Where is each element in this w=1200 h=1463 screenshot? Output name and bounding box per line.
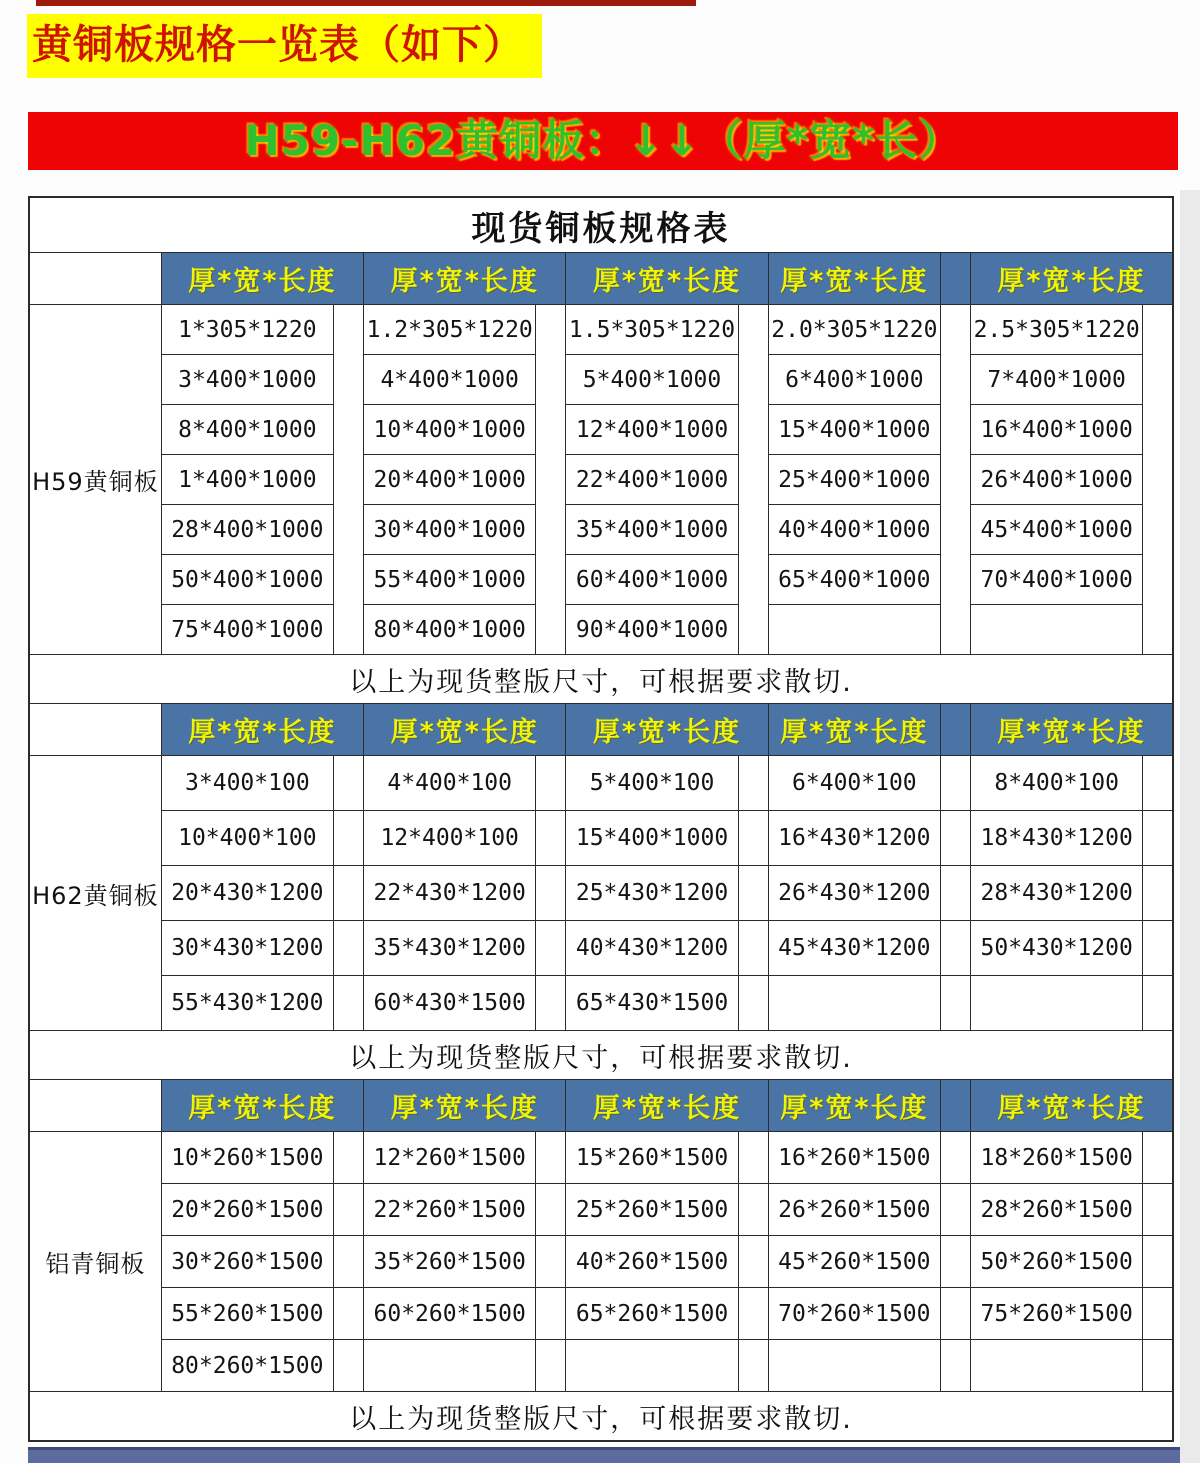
column-header: 厚*宽*长度 — [364, 704, 566, 756]
spacer-cell — [334, 1288, 364, 1340]
section-label: H62黄铜板 — [29, 756, 161, 1031]
spec-cell: 75*400*1000 — [161, 605, 333, 655]
page-title: 黄铜板规格一览表（如下） — [27, 14, 542, 78]
spacer-cell — [738, 305, 768, 655]
table-row — [29, 605, 1173, 655]
column-header: 厚*宽*长度 — [768, 704, 940, 756]
spacer-cell — [536, 1236, 566, 1288]
spacer-cell — [536, 1288, 566, 1340]
spec-cell: 4*400*100 — [364, 756, 536, 811]
spec-cell: 10*400*100 — [161, 811, 333, 866]
footer-row — [29, 1031, 1173, 1080]
spec-cell — [971, 605, 1143, 655]
spacer-cell — [1143, 756, 1173, 811]
spacer-cell — [738, 1236, 768, 1288]
spacer-cell — [334, 921, 364, 976]
header-spacer-cell — [940, 253, 970, 305]
spacer-cell — [334, 1184, 364, 1236]
spacer-cell — [1143, 305, 1173, 655]
table-row — [29, 756, 1173, 811]
spec-cell: 40*430*1200 — [566, 921, 738, 976]
spec-cell: 60*430*1500 — [364, 976, 536, 1031]
spacer-cell — [1143, 811, 1173, 866]
spacer-cell — [940, 1184, 970, 1236]
spec-cell: 75*260*1500 — [971, 1288, 1143, 1340]
spacer-cell — [1143, 1288, 1173, 1340]
spec-cell: 8*400*1000 — [161, 405, 333, 455]
table-row — [29, 1340, 1173, 1392]
spec-cell: 26*400*1000 — [971, 455, 1143, 505]
spec-cell: 55*260*1500 — [161, 1288, 333, 1340]
spacer-cell — [738, 1288, 768, 1340]
spec-cell: 18*430*1200 — [971, 811, 1143, 866]
spec-cell: 1.2*305*1220 — [364, 305, 536, 355]
spec-cell: 30*400*1000 — [364, 505, 536, 555]
column-header: 厚*宽*长度 — [161, 704, 363, 756]
spacer-cell — [940, 866, 970, 921]
column-header: 厚*宽*长度 — [566, 1080, 768, 1132]
spacer-cell — [1143, 1340, 1173, 1392]
spec-cell: 16*260*1500 — [768, 1132, 940, 1184]
spacer-cell — [940, 1340, 970, 1392]
spec-cell: 80*260*1500 — [161, 1340, 333, 1392]
spacer-cell — [738, 1184, 768, 1236]
table-row — [29, 455, 1173, 505]
spec-cell: 50*400*1000 — [161, 555, 333, 605]
spacer-cell — [1143, 866, 1173, 921]
column-header: 厚*宽*长度 — [768, 1080, 940, 1132]
table-row — [29, 505, 1173, 555]
spec-cell — [768, 976, 940, 1031]
column-header: 厚*宽*长度 — [971, 253, 1173, 305]
spec-cell: 28*260*1500 — [971, 1184, 1143, 1236]
label-column-header — [29, 1080, 161, 1132]
spec-cell: 30*430*1200 — [161, 921, 333, 976]
spacer-cell — [1143, 1132, 1173, 1184]
footer-row — [29, 655, 1173, 704]
spec-cell: 15*400*1000 — [768, 405, 940, 455]
spec-cell: 10*260*1500 — [161, 1132, 333, 1184]
header-row — [29, 253, 1173, 305]
spec-cell — [768, 605, 940, 655]
spacer-cell — [334, 305, 364, 655]
spacer-cell — [940, 1236, 970, 1288]
spacer-cell — [334, 1340, 364, 1392]
spec-cell: 6*400*1000 — [768, 355, 940, 405]
spec-cell: 15*400*1000 — [566, 811, 738, 866]
spacer-cell — [334, 866, 364, 921]
label-column-header — [29, 704, 161, 756]
spacer-cell — [1143, 1184, 1173, 1236]
spec-cell: 35*430*1200 — [364, 921, 536, 976]
spec-cell: 25*260*1500 — [566, 1184, 738, 1236]
spacer-cell — [738, 811, 768, 866]
spacer-cell — [940, 1288, 970, 1340]
spec-cell: 45*260*1500 — [768, 1236, 940, 1288]
spec-cell: 65*430*1500 — [566, 976, 738, 1031]
spec-cell: 22*430*1200 — [364, 866, 536, 921]
bottom-blue-bar — [28, 1447, 1200, 1463]
table-row — [29, 976, 1173, 1031]
section-banner: H59-H62黄铜板：↓↓（厚*宽*长） — [28, 112, 1178, 170]
spec-cell — [971, 1340, 1143, 1392]
spec-cell: 50*430*1200 — [971, 921, 1143, 976]
header-row — [29, 704, 1173, 756]
spec-cell: 50*260*1500 — [971, 1236, 1143, 1288]
spec-cell: 45*430*1200 — [768, 921, 940, 976]
spec-cell: 1*400*1000 — [161, 455, 333, 505]
spec-cell: 65*260*1500 — [566, 1288, 738, 1340]
spec-cell: 60*260*1500 — [364, 1288, 536, 1340]
spec-table — [28, 196, 1174, 1442]
spacer-cell — [536, 976, 566, 1031]
spec-cell: 20*260*1500 — [161, 1184, 333, 1236]
table-row — [29, 555, 1173, 605]
spec-cell: 16*430*1200 — [768, 811, 940, 866]
spacer-cell — [536, 1184, 566, 1236]
spacer-cell — [334, 756, 364, 811]
spec-cell: 18*260*1500 — [971, 1132, 1143, 1184]
column-header: 厚*宽*长度 — [971, 1080, 1173, 1132]
spec-cell: 8*400*100 — [971, 756, 1143, 811]
spec-cell — [971, 976, 1143, 1031]
spacer-cell — [940, 811, 970, 866]
spec-cell: 12*400*1000 — [566, 405, 738, 455]
spacer-cell — [738, 1340, 768, 1392]
spacer-cell — [738, 921, 768, 976]
spec-cell: 5*400*100 — [566, 756, 738, 811]
header-spacer-cell — [940, 1080, 970, 1132]
table-row — [29, 811, 1173, 866]
spec-cell: 35*260*1500 — [364, 1236, 536, 1288]
spec-cell: 2.0*305*1220 — [768, 305, 940, 355]
spacer-cell — [1143, 1236, 1173, 1288]
column-header: 厚*宽*长度 — [971, 704, 1173, 756]
spec-cell: 10*400*1000 — [364, 405, 536, 455]
section-footer-note: 以上为现货整版尺寸，可根据要求散切. — [29, 1392, 1173, 1442]
table-row — [29, 1184, 1173, 1236]
spec-cell: 35*400*1000 — [566, 505, 738, 555]
spec-cell: 1*305*1220 — [161, 305, 333, 355]
table-row — [29, 355, 1173, 405]
table-row — [29, 405, 1173, 455]
footer-row — [29, 1392, 1173, 1442]
table-row — [29, 921, 1173, 976]
column-header: 厚*宽*长度 — [364, 1080, 566, 1132]
spacer-cell — [738, 866, 768, 921]
spec-cell: 60*400*1000 — [566, 555, 738, 605]
spec-cell: 4*400*1000 — [364, 355, 536, 405]
spec-cell: 90*400*1000 — [566, 605, 738, 655]
spec-cell: 26*430*1200 — [768, 866, 940, 921]
spec-cell: 70*400*1000 — [971, 555, 1143, 605]
spacer-cell — [334, 1236, 364, 1288]
spec-cell: 20*430*1200 — [161, 866, 333, 921]
column-header: 厚*宽*长度 — [768, 253, 940, 305]
column-header: 厚*宽*长度 — [566, 253, 768, 305]
column-header: 厚*宽*长度 — [566, 704, 768, 756]
spacer-cell — [738, 976, 768, 1031]
section-label: H59黄铜板 — [29, 305, 161, 655]
spacer-cell — [334, 976, 364, 1031]
spacer-cell — [940, 1132, 970, 1184]
spec-cell: 26*260*1500 — [768, 1184, 940, 1236]
spacer-cell — [940, 921, 970, 976]
table-row — [29, 1236, 1173, 1288]
spacer-cell — [536, 866, 566, 921]
spec-cell: 12*400*100 — [364, 811, 536, 866]
column-header: 厚*宽*长度 — [161, 253, 363, 305]
spec-cell — [566, 1340, 738, 1392]
spec-cell: 12*260*1500 — [364, 1132, 536, 1184]
spacer-cell — [536, 1340, 566, 1392]
spacer-cell — [940, 976, 970, 1031]
spec-cell: 65*400*1000 — [768, 555, 940, 605]
table-row — [29, 866, 1173, 921]
column-header: 厚*宽*长度 — [364, 253, 566, 305]
spec-cell: 80*400*1000 — [364, 605, 536, 655]
spacer-cell — [334, 811, 364, 866]
spec-cell: 15*260*1500 — [566, 1132, 738, 1184]
spec-cell: 7*400*1000 — [971, 355, 1143, 405]
spacer-cell — [536, 756, 566, 811]
spec-table-body — [29, 197, 1173, 1441]
spacer-cell — [1143, 976, 1173, 1031]
table-title: 现货铜板规格表 — [29, 197, 1173, 253]
table-row — [29, 1288, 1173, 1340]
spec-cell: 25*430*1200 — [566, 866, 738, 921]
column-header: 厚*宽*长度 — [161, 1080, 363, 1132]
header-spacer-cell — [940, 704, 970, 756]
spec-cell: 20*400*1000 — [364, 455, 536, 505]
spec-cell: 40*260*1500 — [566, 1236, 738, 1288]
spec-cell: 6*400*100 — [768, 756, 940, 811]
spec-cell: 40*400*1000 — [768, 505, 940, 555]
spec-cell: 28*400*1000 — [161, 505, 333, 555]
spacer-cell — [536, 921, 566, 976]
label-column-header — [29, 253, 161, 305]
spacer-cell — [940, 756, 970, 811]
table-title-row — [29, 197, 1173, 253]
spec-cell: 22*260*1500 — [364, 1184, 536, 1236]
spec-cell: 2.5*305*1220 — [971, 305, 1143, 355]
spacer-cell — [536, 811, 566, 866]
spacer-cell — [738, 756, 768, 811]
section-label: 铝青铜板 — [29, 1132, 161, 1392]
spec-cell: 5*400*1000 — [566, 355, 738, 405]
spec-cell: 28*430*1200 — [971, 866, 1143, 921]
spec-cell: 25*400*1000 — [768, 455, 940, 505]
spacer-cell — [1143, 921, 1173, 976]
table-row — [29, 305, 1173, 355]
spec-cell: 45*400*1000 — [971, 505, 1143, 555]
spec-cell: 30*260*1500 — [161, 1236, 333, 1288]
table-row — [29, 1132, 1173, 1184]
spec-cell — [768, 1340, 940, 1392]
spacer-cell — [334, 1132, 364, 1184]
section-footer-note: 以上为现货整版尺寸，可根据要求散切. — [29, 1031, 1173, 1080]
spec-cell: 22*400*1000 — [566, 455, 738, 505]
spec-cell: 3*400*1000 — [161, 355, 333, 405]
spec-cell: 16*400*1000 — [971, 405, 1143, 455]
spacer-cell — [940, 305, 970, 655]
spec-cell: 1.5*305*1220 — [566, 305, 738, 355]
spec-cell: 3*400*100 — [161, 756, 333, 811]
header-row — [29, 1080, 1173, 1132]
spacer-cell — [738, 1132, 768, 1184]
section-footer-note: 以上为现货整版尺寸，可根据要求散切. — [29, 655, 1173, 704]
spec-cell: 55*430*1200 — [161, 976, 333, 1031]
spec-cell: 55*400*1000 — [364, 555, 536, 605]
spacer-cell — [536, 1132, 566, 1184]
page-edge-band — [1180, 190, 1200, 1463]
spec-cell: 70*260*1500 — [768, 1288, 940, 1340]
spacer-cell — [536, 305, 566, 655]
spec-cell — [364, 1340, 536, 1392]
